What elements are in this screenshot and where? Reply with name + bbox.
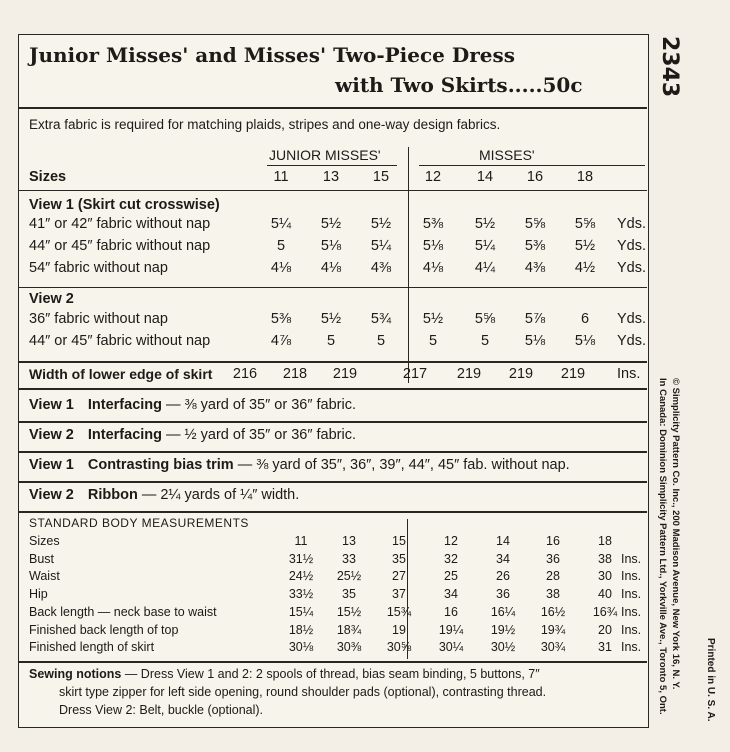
yardage-cell: 4⅛ — [270, 260, 292, 276]
measurement-cell: 38 — [546, 587, 560, 602]
unit-label: Yds. — [617, 260, 647, 276]
measurement-cell: 40 — [598, 587, 612, 602]
measurement-cell: 31½ — [288, 551, 314, 566]
extra-text: — ½ yard of 35″ or 36″ fabric. — [166, 427, 356, 443]
yardage-cell: 5½ — [474, 216, 496, 232]
size-cell: 12 — [424, 169, 442, 185]
yardage-row-label: 54″ fabric without nap — [29, 260, 168, 276]
width-cell: 217 — [402, 366, 428, 382]
measurement-cell: 34 — [444, 587, 458, 602]
measurement-cell: 16 — [444, 604, 458, 619]
yardage-cell: 5⅜ — [524, 238, 546, 254]
yardage-cell: 5¼ — [270, 216, 292, 232]
yardage-cell: 6 — [580, 311, 590, 327]
yardage-cell: 5½ — [574, 238, 596, 254]
yardage-row-label: 44″ or 45″ fabric without nap — [29, 333, 211, 349]
copyright-text: © Simplicity Pattern Co. Inc., 200 Madison Avenue, New York 16, N. Y. — [670, 378, 681, 690]
yardage-cell: 5⅞ — [524, 311, 546, 327]
pattern-number: 2343 — [657, 36, 682, 98]
size-cell: 13 — [322, 169, 340, 185]
extra-text: — ⅜ yard of 35″, 36″, 39″, 44″, 45″ fab. without nap. — [237, 457, 570, 473]
measurement-cell: 19¾ — [540, 622, 566, 637]
unit-label: Ins. — [621, 604, 642, 619]
measurement-cell: 11 — [294, 534, 308, 548]
yardage-cell: 5½ — [320, 216, 342, 232]
measurement-cell: 13 — [342, 534, 356, 548]
unit-label: Ins. — [621, 587, 642, 602]
measurement-cell: 30 — [598, 569, 612, 584]
measurement-cell: 30⅜ — [336, 640, 362, 655]
measurement-cell: 15¼ — [288, 604, 314, 619]
yardage-cell: 4⅜ — [524, 260, 546, 276]
measurement-cell: 18½ — [288, 622, 314, 637]
measurement-row-label: Finished back length of top — [29, 622, 179, 637]
measurement-cell: 34 — [496, 551, 510, 566]
extra-view: View 2 — [29, 487, 74, 503]
measurement-row-label: Bust — [29, 551, 55, 566]
unit-label: Yds. — [617, 311, 647, 327]
size-cell: 11 — [273, 169, 289, 185]
yardage-cell: 5 — [326, 333, 336, 349]
yardage-cell: 4½ — [574, 260, 596, 276]
measurement-cell: 30⅝ — [386, 640, 412, 655]
yardage-cell: 5 — [276, 238, 286, 254]
notions-label: Sewing notions — [29, 667, 122, 681]
yardage-cell: 5½ — [422, 311, 444, 327]
extra-item-name: Interfacing — [87, 427, 162, 443]
sizes-label: Sizes — [29, 169, 67, 185]
view2-heading: View 2 — [29, 291, 74, 307]
yardage-cell: 5⅛ — [524, 333, 546, 349]
measurement-cell: 19½ — [490, 622, 516, 637]
measurement-cell: 30⅛ — [288, 640, 314, 655]
measurement-cell: 16¼ — [490, 604, 516, 619]
measurement-cell: 16¾ — [592, 604, 618, 619]
notions-line-2: skirt type zipper for left side opening, round shoulder pads (optional), contrasting thread. — [59, 685, 547, 699]
measurement-cell: 19¼ — [438, 622, 464, 637]
width-cell: 216 — [232, 366, 258, 382]
yardage-cell: 4⅛ — [422, 260, 444, 276]
measurement-cell: 15½ — [336, 604, 362, 619]
unit-label: Yds. — [617, 216, 647, 232]
measurement-cell: 19 — [392, 622, 406, 637]
extra-item — [29, 457, 570, 473]
printed-in-usa: Printed in U. S. A. — [705, 638, 716, 722]
measurement-cell: 36 — [496, 587, 510, 602]
yardage-cell: 5⅝ — [524, 216, 546, 232]
yardage-cell: 5½ — [370, 216, 392, 232]
measurement-cell: 25 — [444, 569, 458, 584]
yardage-cell: 4¼ — [474, 260, 496, 276]
view1-heading: View 1 (Skirt cut crosswise) — [29, 197, 220, 213]
measurement-cell: 18¾ — [336, 622, 362, 637]
extra-item-name: Interfacing — [87, 397, 162, 413]
yardage-cell: 5⅛ — [574, 333, 596, 349]
measurement-cell: 35 — [342, 587, 356, 602]
measurement-cell: 12 — [444, 534, 458, 548]
measurements-heading: STANDARD BODY MEASUREMENTS — [29, 516, 249, 530]
yardage-cell: 5⅛ — [320, 238, 342, 254]
yardage-row-label: 36″ fabric without nap — [29, 311, 168, 327]
measurement-cell: 24½ — [288, 569, 314, 584]
yardage-cell: 4⅛ — [320, 260, 342, 276]
yardage-row-label: 44″ or 45″ fabric without nap — [29, 238, 211, 254]
measurement-cell: 31 — [598, 640, 612, 655]
title-line-2: with Two Skirts.....50c — [335, 73, 583, 97]
width-cell: 219 — [332, 366, 358, 382]
measurement-cell: 26 — [496, 569, 510, 584]
pattern-envelope-back — [18, 34, 649, 728]
measurement-row-label: Back length — neck base to waist — [29, 604, 217, 619]
measurement-cell: 25½ — [336, 569, 362, 584]
measurement-row-label: Waist — [29, 569, 60, 584]
yardage-cell: 5⅜ — [270, 311, 292, 327]
width-cell: 218 — [282, 366, 308, 382]
size-cell: 15 — [372, 169, 390, 185]
yardage-cell: 4⅞ — [270, 333, 292, 349]
size-cell: 18 — [576, 169, 594, 185]
measurement-cell: 28 — [546, 569, 560, 584]
measurement-row-label: Sizes — [29, 534, 60, 548]
width-cell: 219 — [560, 366, 586, 382]
yardage-cell: 5¼ — [474, 238, 496, 254]
unit-label: Yds. — [617, 238, 647, 254]
extra-text: — ⅜ yard of 35″ or 36″ fabric. — [166, 397, 356, 413]
measurement-cell: 15¾ — [386, 604, 412, 619]
width-cell: 219 — [508, 366, 534, 382]
title-line-1: Junior Misses' and Misses' Two-Piece Dress — [29, 43, 515, 67]
yardage-cell: 4⅜ — [370, 260, 392, 276]
width-cell: 219 — [456, 366, 482, 382]
measurement-cell: 30¾ — [540, 640, 566, 655]
measurement-cell: 33 — [342, 551, 356, 566]
unit-label: Ins. — [621, 640, 642, 655]
measurement-cell: 16 — [546, 534, 560, 548]
yardage-cell: 5⅝ — [474, 311, 496, 327]
yardage-cell: 5½ — [320, 311, 342, 327]
measurement-row-label: Finished length of skirt — [29, 640, 155, 655]
measurement-cell: 37 — [392, 587, 406, 602]
notions-line-1 — [29, 667, 540, 681]
extra-view: View 1 — [29, 457, 74, 473]
yardage-cell: 5 — [480, 333, 490, 349]
group-misses: MISSES' — [479, 147, 535, 163]
yardage-row-label: 41″ or 42″ fabric without nap — [29, 216, 211, 232]
measurement-row-label: Hip — [29, 587, 48, 602]
measurement-cell: 32 — [444, 551, 458, 566]
measurement-cell: 30½ — [490, 640, 516, 655]
canada-text: In Canada: Dominion Simplicity Pattern Ltd., Yorkville Ave., Toronto 5, Ont. — [657, 378, 668, 715]
measurement-cell: 35 — [392, 551, 406, 566]
yardage-cell: 5 — [428, 333, 438, 349]
measurement-cell: 36 — [546, 551, 560, 566]
measurement-cell: 14 — [496, 534, 510, 548]
notions-line-3: Dress View 2: Belt, buckle (optional). — [59, 703, 264, 717]
measurement-cell: 18 — [598, 534, 612, 548]
measurement-cell: 38 — [598, 551, 612, 566]
notions-text-1: — Dress View 1 and 2: 2 spools of thread, bias seam binding, 5 buttons, 7″ — [121, 667, 540, 681]
yardage-cell: 5¼ — [370, 238, 392, 254]
size-cell: 14 — [476, 169, 494, 185]
yardage-cell: 5 — [376, 333, 386, 349]
extra-item — [29, 487, 299, 503]
extra-text: — 2¼ yards of ¼″ width. — [141, 487, 300, 503]
extra-item — [29, 427, 356, 443]
extra-item-name: Contrasting bias trim — [87, 457, 234, 473]
unit-label: Ins. — [621, 569, 642, 584]
measurement-cell: 16½ — [540, 604, 566, 619]
unit-label: Yds. — [617, 333, 647, 349]
size-cell: 16 — [526, 169, 544, 185]
unit-label: Ins. — [621, 622, 642, 637]
yardage-cell: 5⅛ — [422, 238, 444, 254]
yardage-cell: 5⅝ — [574, 216, 596, 232]
yardage-cell: 5⅜ — [422, 216, 444, 232]
extra-item-name: Ribbon — [87, 487, 138, 503]
measurement-cell: 30¼ — [438, 640, 464, 655]
extra-view: View 1 — [29, 397, 74, 413]
measurement-cell: 20 — [598, 622, 612, 637]
yardage-cell: 5¾ — [370, 311, 392, 327]
measurement-cell: 15 — [392, 534, 406, 548]
measurement-cell: 33½ — [288, 587, 314, 602]
unit-label: Ins. — [621, 551, 642, 566]
fabric-note: Extra fabric is required for matching plaids, stripes and one-way design fabrics. — [29, 117, 501, 132]
unit-label: Ins. — [617, 366, 641, 382]
extra-view: View 2 — [29, 427, 74, 443]
extra-item — [29, 397, 356, 413]
width-row-label: Width of lower edge of skirt — [29, 366, 213, 382]
measurement-cell: 27 — [392, 569, 406, 584]
group-junior-misses: JUNIOR MISSES' — [269, 147, 381, 163]
